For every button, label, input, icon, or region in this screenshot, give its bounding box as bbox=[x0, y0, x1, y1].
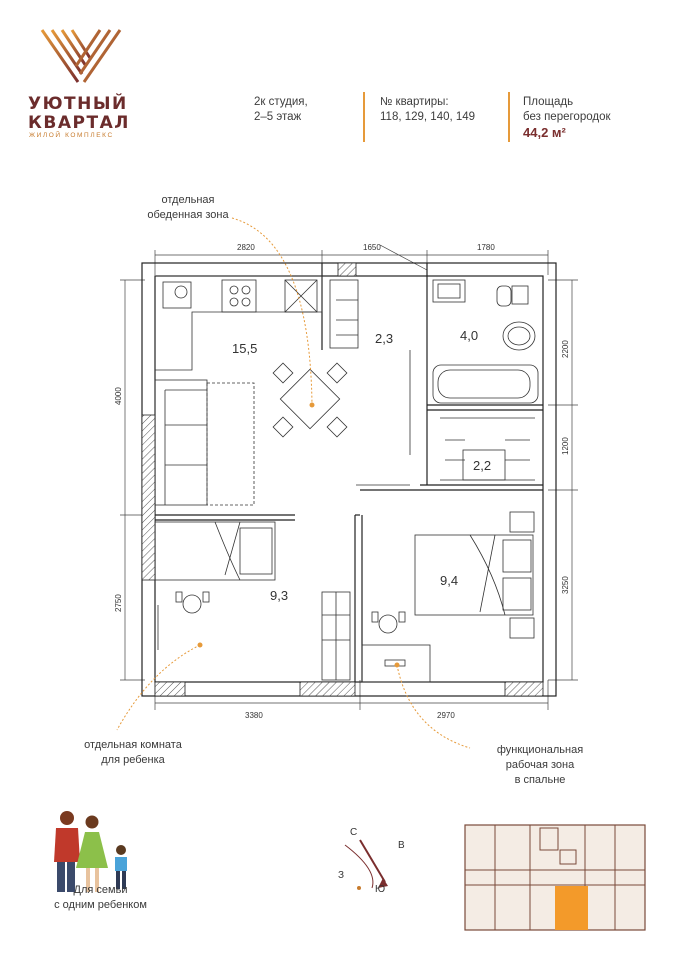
callout-dining-line1: отдельная bbox=[161, 194, 215, 206]
callout-work-line1: функциональная bbox=[496, 744, 584, 756]
room-area-child-room: 9,3 bbox=[270, 588, 289, 603]
area-label-line1: Площадь bbox=[523, 96, 574, 108]
callout-child-line1: отдельная комната bbox=[84, 739, 182, 751]
callout-work-line2: рабочая зона bbox=[505, 759, 575, 771]
walls bbox=[142, 263, 556, 696]
family-icon bbox=[54, 811, 127, 892]
dim-right-bottom: 3250 bbox=[561, 576, 570, 594]
callout-dining bbox=[123, 193, 253, 223]
apartment-numbers-label: № квартиры: bbox=[380, 96, 449, 108]
room-area-hall: 2,3 bbox=[375, 331, 394, 346]
sofa bbox=[155, 380, 254, 505]
compass-icon bbox=[345, 840, 388, 890]
dim-left-bottom: 2750 bbox=[114, 594, 123, 612]
child-wardrobe bbox=[322, 592, 350, 680]
apartment-type-line1: 2к студия, bbox=[254, 96, 308, 108]
dim-bottom-left: 3380 bbox=[245, 711, 263, 720]
dim-top-left: 2820 bbox=[237, 243, 255, 252]
wall-segment bbox=[505, 682, 543, 696]
room-area-bedroom: 9,4 bbox=[440, 573, 459, 588]
brand-subtitle: ЖИЛОЙ КОМПЛЕКС bbox=[29, 132, 114, 139]
dim-right-top: 2200 bbox=[561, 340, 570, 358]
family-caption-line2: с одним ребенком bbox=[54, 899, 147, 911]
callout-dots bbox=[198, 403, 400, 668]
room-area-kitchen-living: 15,5 bbox=[232, 341, 258, 356]
compass-east: В bbox=[398, 840, 405, 851]
family-caption bbox=[28, 883, 173, 913]
double-bed bbox=[362, 512, 534, 682]
compass-west: З bbox=[338, 870, 345, 881]
wall-segment bbox=[155, 682, 185, 696]
wall-segment bbox=[300, 682, 355, 696]
bathroom-fixtures bbox=[433, 280, 538, 403]
dim-top-mid: 1650 bbox=[363, 243, 381, 252]
callout-child-room bbox=[58, 738, 208, 768]
dim-bottom-right: 2970 bbox=[437, 711, 455, 720]
callout-work-line3: в спальне bbox=[514, 774, 566, 786]
room-area-bathroom: 4,0 bbox=[460, 328, 479, 343]
compass-north: С bbox=[350, 827, 358, 838]
vent-shaft bbox=[338, 263, 356, 276]
family-caption-line1: Для семьи bbox=[73, 884, 128, 896]
area-value: 44,2 м² bbox=[523, 125, 566, 140]
callout-child-line2: для ребенка bbox=[101, 754, 165, 766]
brand-name-line1: УЮТНЫЙ bbox=[28, 94, 128, 114]
window-left bbox=[142, 415, 155, 580]
hall-wardrobe bbox=[330, 280, 410, 485]
dim-left-top: 4000 bbox=[114, 387, 123, 405]
brand-name-line2: КВАРТАЛ bbox=[28, 113, 130, 133]
apartment-numbers-value: 118, 129, 140, 149 bbox=[380, 111, 476, 123]
child-bed bbox=[155, 522, 275, 650]
compass-south: Ю bbox=[375, 884, 386, 895]
desk-chair bbox=[176, 592, 405, 633]
callout-dining-line2: обеденная зона bbox=[147, 209, 229, 221]
apartment-highlight bbox=[555, 886, 588, 930]
callout-work-zone bbox=[470, 743, 610, 788]
dim-right-mid: 1200 bbox=[561, 437, 570, 455]
apartment-floors: 2–5 этаж bbox=[254, 111, 302, 123]
dim-top-right: 1780 bbox=[477, 243, 495, 252]
area-label-line2: без перегородок bbox=[523, 111, 611, 123]
room-area-wardrobe: 2,2 bbox=[473, 458, 492, 473]
dining-table bbox=[273, 363, 347, 437]
callout-lines bbox=[117, 218, 470, 748]
key-plan bbox=[465, 825, 645, 930]
